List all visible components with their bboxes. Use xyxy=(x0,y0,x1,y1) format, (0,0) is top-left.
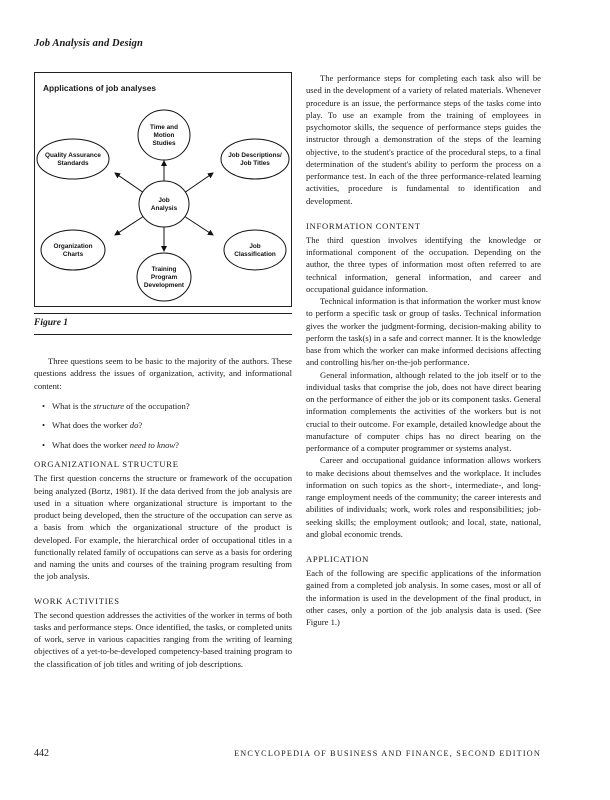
general-information-paragraph: General information, although related to the job itself or to the individual tasks that comprise the job, does not have direct bearing on the performance of either the job or its component tasks. General information complements the activities of the workers but is not crucial to their outcome. For example, detailed knowledge about the manufacture of computer chips has no direct bearing on the performance of a computer programmer or systems analyst. xyxy=(306,369,541,453)
application-heading: APPLICATION xyxy=(306,554,370,564)
node-label-line: Quality Assurance xyxy=(45,152,101,159)
technical-information-paragraph: Technical information is that information the worker must know to perform a specific task or group of tasks. Technical information gives the worker the judgment-forming, decision-making ability to perform the task(s) in a safe and correct manner. It is the knowledge base from which the worker can make informed decisions affecting and controlling his/her on-the-job performance. xyxy=(306,296,541,368)
node-label-line: Job Titles xyxy=(240,160,270,167)
node-label-line: Classification xyxy=(234,251,276,258)
page-number: 442 xyxy=(34,748,49,759)
node-label-line: Time and xyxy=(150,124,178,131)
node-label-line: Development xyxy=(143,282,185,289)
work-activities-heading: WORK ACTIVITIES xyxy=(34,595,120,606)
node-label-line: Standards xyxy=(57,160,89,167)
question-structure: • What is the structure of the occupation? xyxy=(42,400,190,411)
center-node-job-analysis xyxy=(139,181,189,227)
application-paragraph: Each of the following are specific applications of the information gained from a completed job analysis. In some cases, most or all of the information is used in the development of the final product, in other cases, only a portion of the job analysis data is used. (See Figure 1.) xyxy=(306,568,541,627)
node-label-line: Motion xyxy=(153,132,175,139)
center-label-line: Analysis xyxy=(150,205,178,212)
node-quality-assurance xyxy=(37,139,109,179)
right-column xyxy=(306,72,541,628)
question-list xyxy=(34,400,292,452)
node-label-line: Job Descriptions/ xyxy=(228,152,282,159)
figure-1 xyxy=(34,72,292,307)
performance-paragraph: The performance steps for completing each task also will be used in the development of a variety of related materials. Whenever procedure is an issue, the performance steps of the tasks come into play. To use an example from the training of employees in psychomotor skills, the sequence of performance steps guides the instructor through a demonstration of the steps of the learning objective, to the student's practice of the procedural steps, to a final determination of the student's ability to perform the process on a performance test. In each of the three performance-related learning activities, procedure is fundamental to identification and development. xyxy=(306,73,541,206)
arrow-to-job-classification xyxy=(184,216,213,235)
node-job-classification xyxy=(224,230,286,270)
work-activities-paragraph: The second question addresses the activities of the worker in terms of both tasks and performance steps. Once identified, the tasks, or completed units of work, serve in various capacities ranging from the writing of learning objectives of a yet-to-be-developed competency-based training program to the classification of job titles and writing of job descriptions. xyxy=(34,609,292,669)
question-need-to-know: • What does the worker need to know? xyxy=(42,439,179,450)
arrow-to-quality-assurance xyxy=(115,173,144,193)
node-label-line: Program xyxy=(150,274,178,281)
book-title: ENCYCLOPEDIA OF BUSINESS AND FINANCE, SECOND EDITION xyxy=(234,749,541,758)
question-do: • What does the worker do? xyxy=(42,420,143,431)
arrow-to-job-descriptions xyxy=(184,173,213,193)
information-content-heading: INFORMATION CONTENT xyxy=(306,220,421,231)
caption-rule xyxy=(34,334,292,335)
node-label-line: Studies xyxy=(152,140,176,147)
career-information-paragraph: Career and occupational guidance information allows workers to make decisions about themselves and the workplace. It includes information on such topics as the short-, intermediate-, and long-range employment needs of the community; the career interests and abilities of individuals; work, work roles and responsibilities; job-seeking skills; the employment outlook; and local, state, national, and global economic trends. xyxy=(306,455,541,539)
node-label-line: Training xyxy=(151,266,177,273)
intro-paragraph: Three questions seem to be basic to the majority of the authors. These questions address the issues of organization, activity, and informational content: xyxy=(34,356,292,391)
job-analysis-diagram xyxy=(35,73,291,306)
node-label-line: Organization xyxy=(53,243,93,250)
figure-rule xyxy=(34,313,292,314)
node-label-line: Job xyxy=(249,243,261,250)
org-structure-heading: ORGANIZATIONAL STRUCTURE xyxy=(34,459,179,470)
node-job-descriptions xyxy=(221,139,289,179)
node-organization-charts xyxy=(41,230,105,270)
figure-caption: Figure 1 xyxy=(34,318,69,328)
left-column xyxy=(34,72,292,670)
running-head: Job Analysis and Design xyxy=(34,38,143,49)
center-label-line: Job xyxy=(158,197,170,204)
information-content-paragraph: The third question involves identifying the knowledge or informational component of the occupation. Depending on the author, the three types of information most often referred to are technical information, general information, and career and occupational guidance information. xyxy=(306,234,541,294)
arrow-to-organization-charts xyxy=(115,216,144,235)
figure-title: Applications of job analyses xyxy=(43,83,157,93)
node-label-line: Charts xyxy=(62,251,84,258)
org-structure-paragraph: The first question concerns the structure or framework of the occupation being analyzed (Bortz, 1981). If the data derived from the job analysis are used in a situation where organizational structure is important to the product being developed, then the structure of the occupation can serve as a basis from which the organizational structure of the product is developed. For example, the hierarchical order of occupational titles in a functionally related family of occupations can serve as a basis for ordering and naming the units and courses of the training program resulting from the job analysis. xyxy=(34,473,292,582)
